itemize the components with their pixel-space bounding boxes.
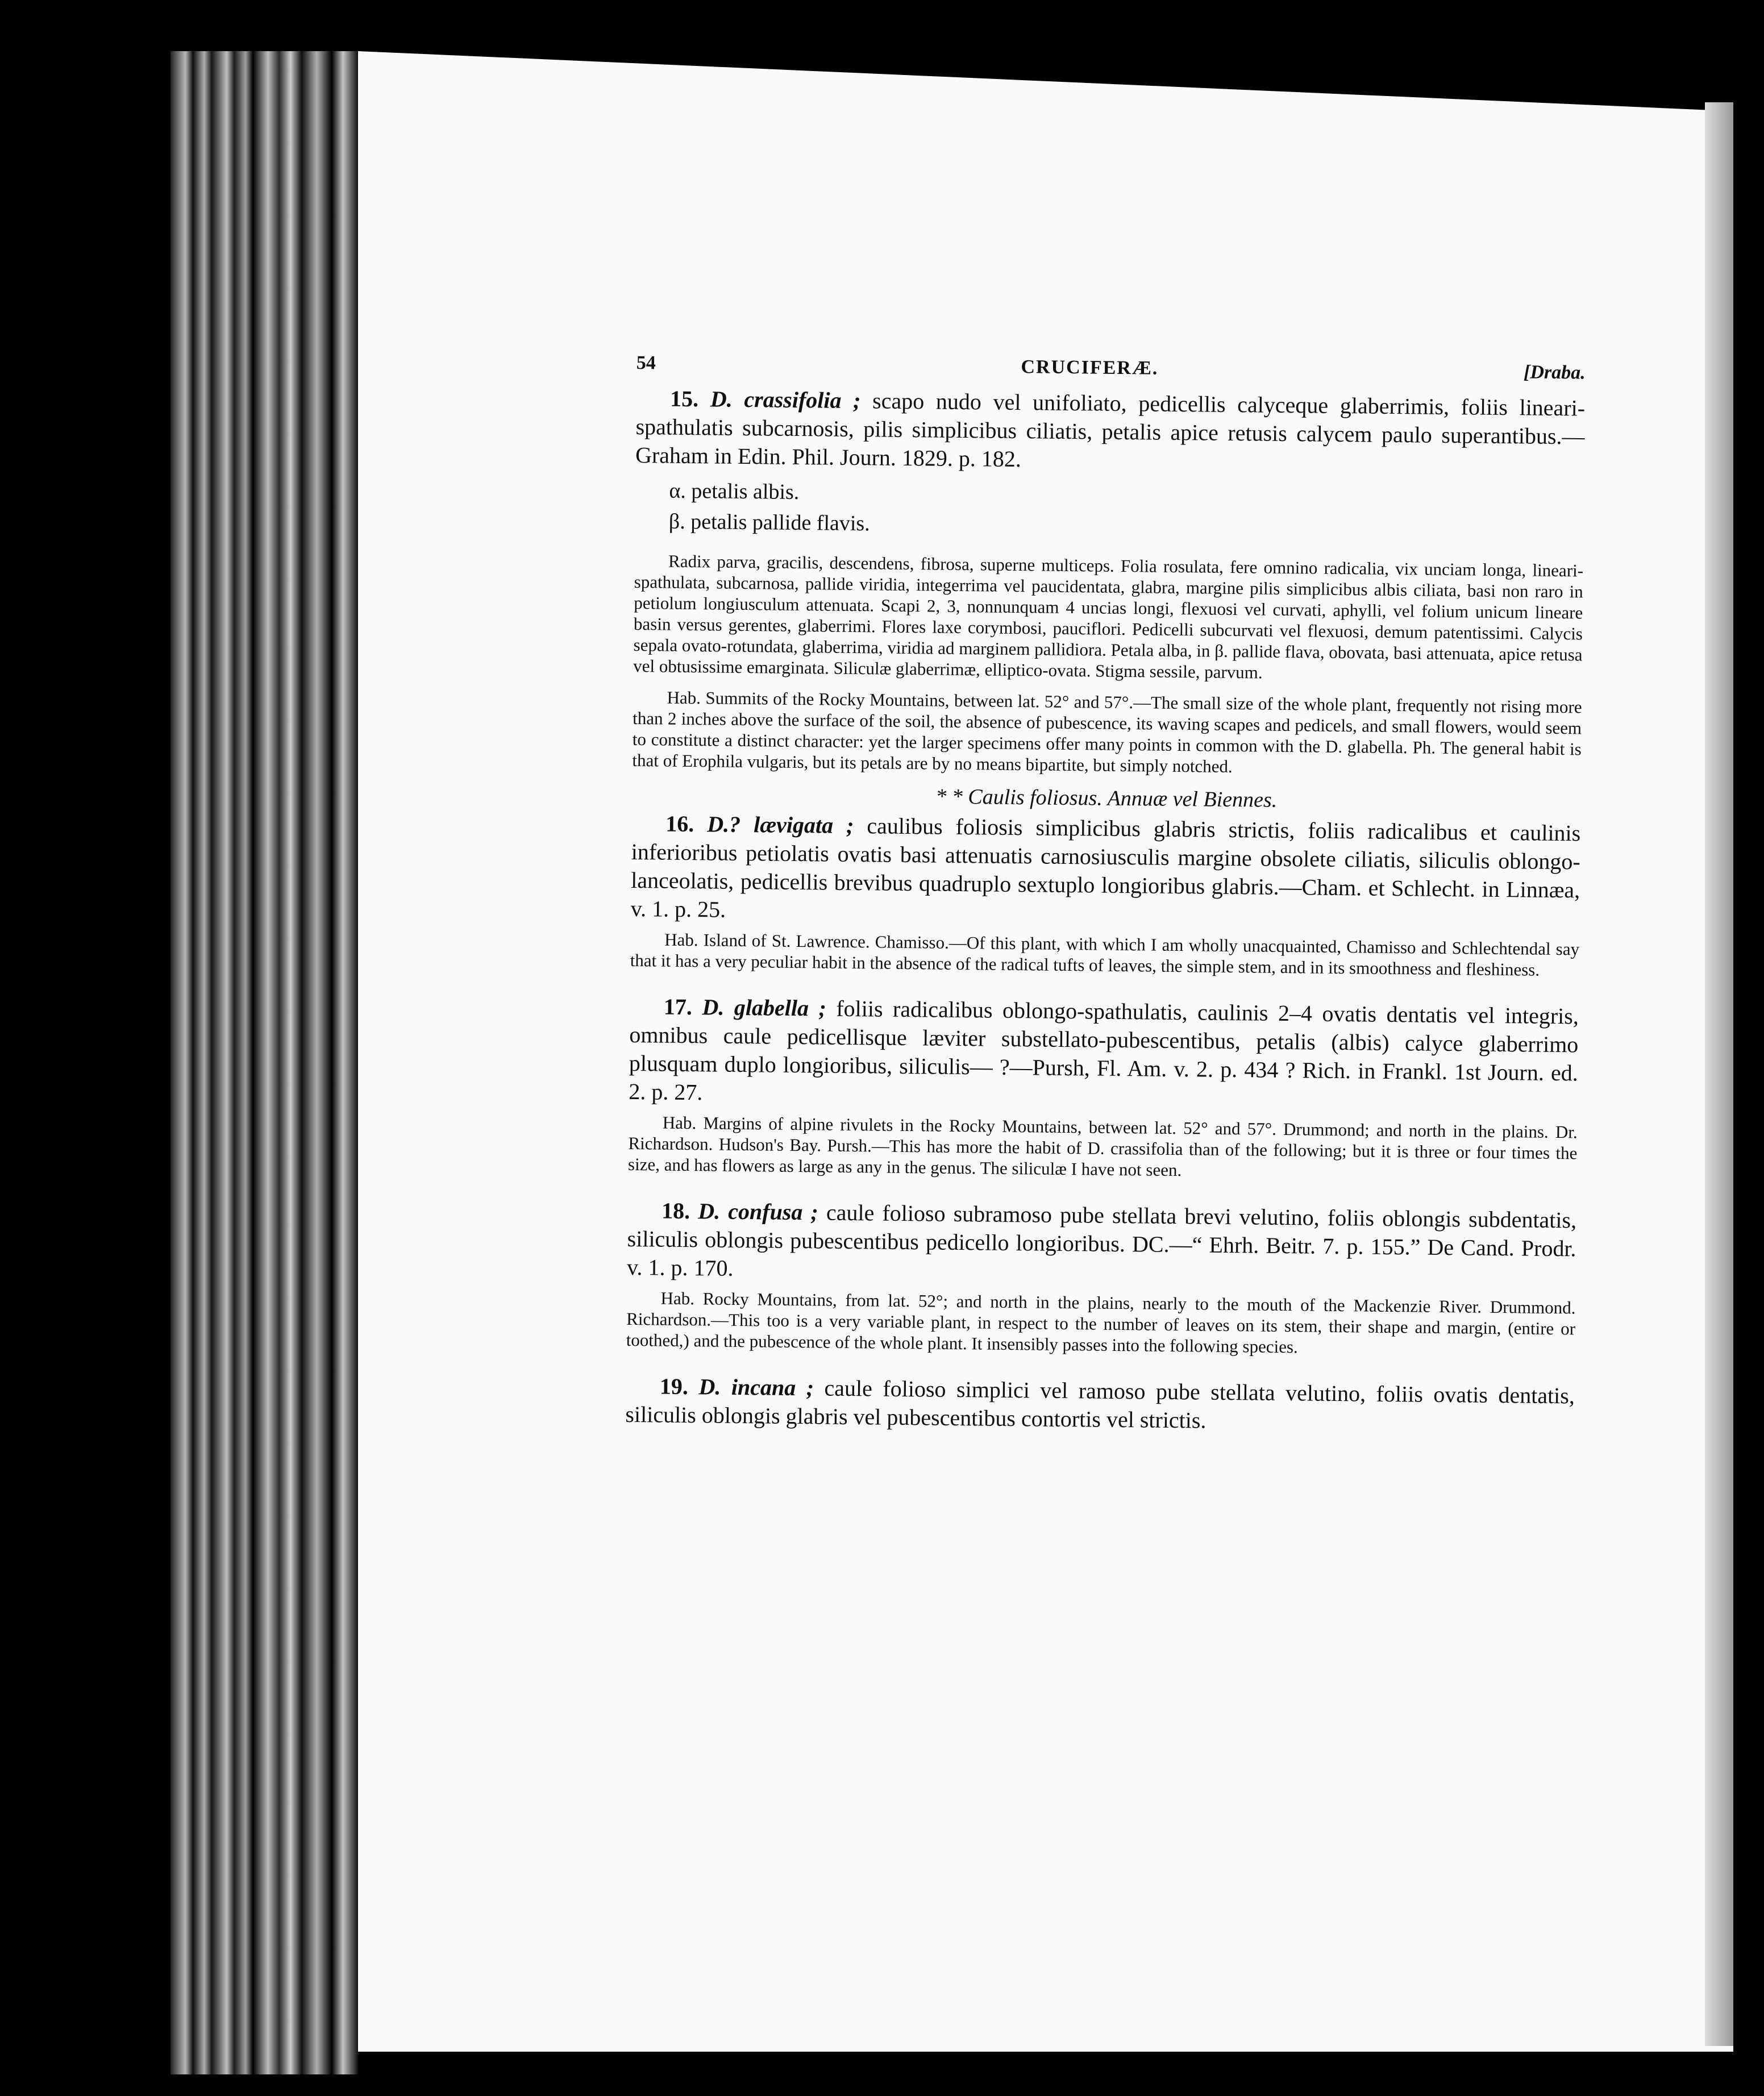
page-text: [625, 352, 1586, 1444]
entry-15: [635, 384, 1585, 479]
entry-number: 19.: [659, 1373, 689, 1400]
entry-number: 15.: [669, 385, 699, 412]
section-label: [Draba.: [1523, 361, 1586, 384]
entry-17: [629, 992, 1579, 1116]
species-name: D. glabella ;: [702, 994, 827, 1021]
section-heading: * * Caulis foliosus. Annuæ vel Biennes.: [935, 784, 1278, 812]
species-name: D. incana ;: [698, 1374, 814, 1401]
diagnosis: caule folioso simplici vel ramoso pube stellata velutino, foliis ovatis dentatis, siliculis oblongis glabris vel pubescentibus contortis vel strictis.: [625, 1375, 1575, 1433]
variety-beta: β. petalis pallide flavis.: [668, 509, 870, 536]
entry-number: 18.: [661, 1197, 690, 1224]
description-15: Radix parva, gracilis, descendens, fibrosa, superne multiceps. Folia rosulata, fere omnino radicalia, vix unciam longa, lineari-spathulata, subcarnosa, pallide viridia, integerrima vel paucidentata, glabra, margine pilis simplicibus albis ciliata, basi non raro in petiolum longiusculum attenuata. Scapi 2, 3, nonnunquam 4 uncias longi, flexuosi vel curvati, aphylli, vel folium unicum lineare basin versus gerentes, glaberrimi. Flores laxe corymbosi, pauciflori. Pedicelli subcurvati vel flexuosi, demum patentissimi. Calycis sepala ovato-rotundata, glaberrima, viridia ad marginem pallidiora. Petala alba, in β. pallide flava, obovata, basi attenuata, apice retusa vel obtusissime emarginata. Siliculæ glaberrimæ, elliptico-ovata. Stigma sessile, parvum.: [633, 551, 1584, 683]
page-edge-shadow: [1705, 102, 1733, 2046]
entry-18: [627, 1196, 1576, 1291]
species-name: D. crassifolia ;: [710, 386, 861, 414]
book-spine: [170, 51, 358, 2074]
page-number: 54: [636, 352, 656, 374]
entry-19: [625, 1372, 1575, 1438]
entry-number: 16.: [665, 810, 694, 837]
diagnosis: caulibus foliosis simplicibus glabris strictis, foliis radicalibus et caulinis inferioribus petiolatis ovatis basi attenuatis carnosiusculis margine obsolete ciliatis, siliculis oblongo-lanceolatis, pedicellis brevibus quadruplo sextuplo longioribus glabris.—Cham. et Schlecht. in Linnæa, v. 1. p. 25.: [630, 813, 1581, 922]
entry-number: 17.: [663, 993, 693, 1020]
diagnosis: foliis radicalibus oblongo-spathulatis, caulinis 2–4 ovatis dentatis vel integris, omnibus caule pedicellisque læviter substellato-pubescentibus, petalis (albis) calyce glaberrimo plusquam duplo longioribus, siliculis— ?—Pursh, Fl. Am. v. 2. p. 434 ? Rich. in Frankl. 1st Journ. ed. 2. p. 27.: [629, 995, 1579, 1105]
habitat-15: Hab. Summits of the Rocky Mountains, between lat. 52° and 57°.—The small size of the whole plant, frequently not rising more than 2 inches above the surface of the soil, the absence of pubescence, its waving scapes and pedicels, and small flowers, would seem to constitute a distinct character: yet the larger specimens offer many points in common with the D. glabella. Ph. The general habit is that of Erophila vulgaris, but its petals are by no means bipartite, but simply notched.: [632, 687, 1582, 777]
variety-alpha: α. petalis albis.: [669, 479, 800, 505]
habitat-18: Hab. Rocky Mountains, from lat. 52°; and north in the plains, nearly to the mouth of the Mackenzie River. Drummond. Richardson.—This too is a very variable plant, in respect to the number of leaves on its stem, their shape and margin, (entire or toothed,) and the pubescence of the whole plant. It insensibly passes into the following species.: [626, 1288, 1576, 1357]
diagnosis: caule folioso subramoso pube stellata brevi velutino, foliis oblongis subdentatis, siliculis oblongis pubescentibus pedicello longioribus. DC.—“ Ehrh. Beitr. 7. p. 155.” De Cand. Prodr. v. 1. p. 170.: [626, 1199, 1577, 1281]
habitat-17: Hab. Margins of alpine rivulets in the Rocky Mountains, between lat. 52° and 57°. Drummond; and north in the plains. Dr. Richardson. Hudson's Bay. Pursh.—This has more the habit of D. crassifolia than of the following; but it is three or four times the size, and has flowers as large as any in the genus. The siliculæ I have not seen.: [627, 1112, 1578, 1180]
page-title: CRUCIFERÆ.: [1021, 356, 1159, 379]
species-name: D. confusa ;: [698, 1198, 819, 1225]
habitat-16: Hab. Island of St. Lawrence. Chamisso.—Of this plant, with which I am wholly unacquainted, Chamisso and Schlechtendal say that it has a very peculiar habit in the absence of the radical tufts of leaves, the simple stem, and in its smoothness and fleshiness.: [630, 929, 1580, 980]
entry-16: [630, 809, 1580, 933]
species-name: D.? lævigata ;: [707, 811, 854, 839]
diagnosis: scapo nudo vel unifoliato, pedicellis calyceque glaberrimis, foliis lineari-spathulatis subcarnosis, pilis simplicibus ciliatis, petalis apice retusis calycem paulo superantibus.—Graham in Edin. Phil. Journ. 1829. p. 182.: [635, 388, 1586, 472]
